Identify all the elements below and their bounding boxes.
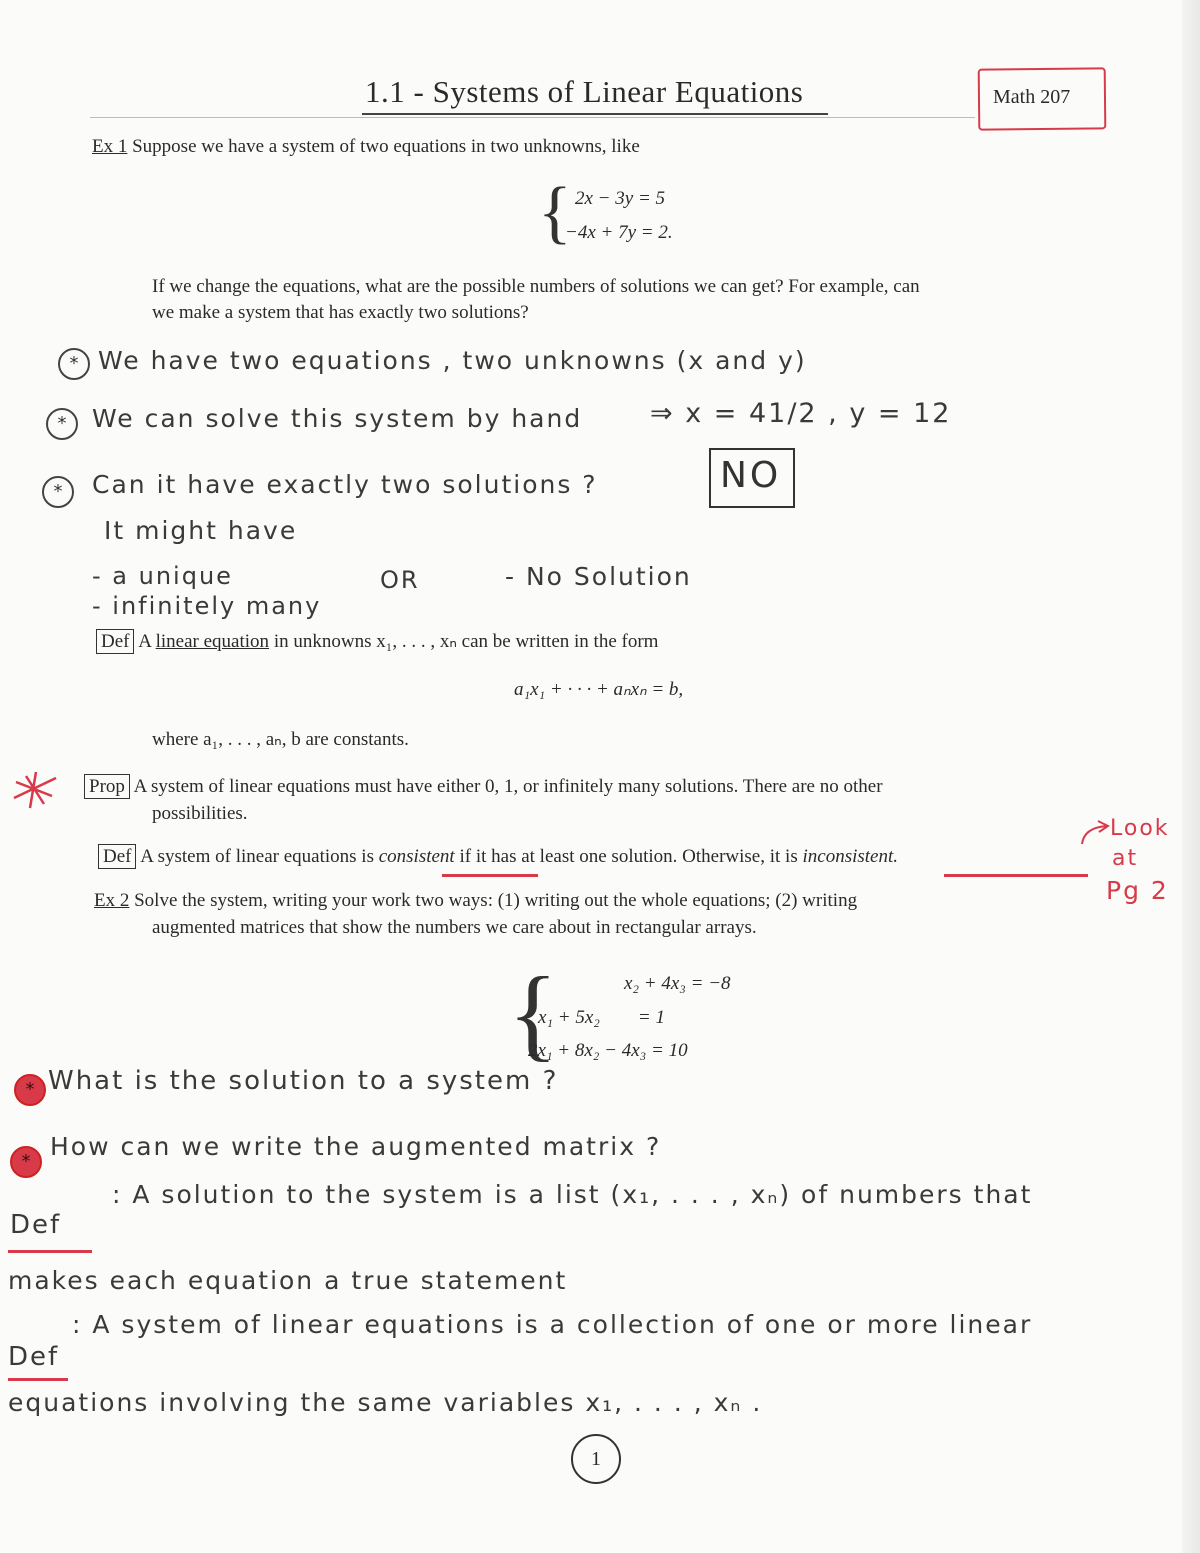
- def2-consistent: consistent: [378, 846, 455, 867]
- consistent-red-underline: [442, 874, 538, 877]
- ex2-eq3: 2x₁ + 8x₂ − 4x₃ = 10: [528, 1040, 688, 1061]
- note-line-5a: - a unique: [92, 562, 233, 590]
- inconsistent-red-underline: [944, 874, 1088, 877]
- ex1-eq1: 2x − 3y = 5: [575, 188, 666, 209]
- ex2-eq2: x₁ + 5x₂ = 1: [538, 1007, 665, 1028]
- note-bullet-red-2: [10, 1146, 42, 1178]
- note-bullet-red-1: [14, 1074, 46, 1106]
- def1-text-a: A: [138, 631, 151, 652]
- prop-line1: [84, 776, 883, 798]
- system-def-line1: : A system of linear equations is a collection of one or more linear: [72, 1310, 1033, 1339]
- ex2-eq1: x₂ + 4x₃ = −8: [624, 973, 731, 994]
- def2-text-a: A system of linear equations is: [140, 846, 374, 867]
- note-line-2-result: ⇒ x = 41/2 , y = 12: [650, 398, 952, 429]
- def2-inconsistent: inconsistent.: [802, 846, 899, 867]
- ex2-label: Ex 2: [94, 890, 130, 911]
- ex2-brace: {: [508, 956, 558, 1071]
- def1-paragraph: [96, 630, 658, 653]
- side-note-at: at: [1112, 846, 1139, 871]
- solution-def-line1: : A solution to the system is a list (x₁, . . . , xₙ) of numbers that: [112, 1180, 1033, 1209]
- note-line-3: Can it have exactly two solutions ?: [92, 470, 598, 499]
- def1-formula: a₁x₁ + · · · + aₙxₙ = b,: [514, 679, 684, 700]
- def-red-underline: [8, 1378, 68, 1381]
- header-rule: [90, 117, 975, 118]
- system-def-line2: equations involving the same variables x₁, . . . , xₙ .: [8, 1388, 763, 1417]
- note-line-1: We have two equations , two unknowns (x and y): [98, 346, 807, 375]
- solution-def-label: Def: [10, 1210, 62, 1240]
- prop-label: Prop: [84, 774, 130, 799]
- prop-text: A system of linear equations must have either 0, 1, or infinitely many solutions. There are no other: [133, 776, 883, 797]
- star-bullet-red-icon: *: [14, 1074, 46, 1106]
- note-line-6: - infinitely many: [92, 592, 322, 620]
- note-bullet-2: [46, 408, 78, 440]
- page-number: 1: [571, 1434, 621, 1484]
- def2-text-b: if it has at least one solution. Otherwise, it is: [459, 846, 798, 867]
- def2-paragraph: [98, 846, 898, 868]
- ex1-paragraph: [92, 136, 640, 158]
- star-bullet-icon: *: [42, 476, 74, 508]
- note-question-1: What is the solution to a system ?: [48, 1066, 559, 1096]
- scan-edge-shadow: [1182, 0, 1200, 1553]
- star-mark-icon: [6, 768, 62, 812]
- note-question-2: How can we write the augmented matrix ?: [50, 1132, 662, 1161]
- side-note-page: Pg 2: [1106, 876, 1169, 905]
- note-line-5c: - No Solution: [505, 562, 692, 591]
- def2-label: Def: [98, 844, 136, 869]
- ex1-question-line1: If we change the equations, what are the possible numbers of solutions we can get? For example, can: [152, 276, 920, 297]
- star-bullet-red-icon: *: [10, 1146, 42, 1178]
- ex2-text: Solve the system, writing your work two ways: (1) writing out the whole equations; (2) writing: [134, 890, 858, 911]
- side-note-look: Look: [1110, 816, 1170, 841]
- note-line-4: It might have: [104, 516, 298, 545]
- page-title: 1.1 - Systems of Linear Equations: [365, 74, 804, 109]
- def1-where: where a₁, . . . , aₙ, b are constants.: [152, 729, 409, 750]
- def-red-underline: [8, 1250, 92, 1253]
- def1-label: Def: [96, 629, 134, 654]
- course-label: Math 207: [993, 86, 1071, 108]
- star-bullet-icon: *: [46, 408, 78, 440]
- note-bullet-3: [42, 476, 74, 508]
- no-answer-text: NO: [720, 455, 782, 496]
- def1-term: linear equation: [155, 631, 270, 652]
- ex2-line2: augmented matrices that show the numbers we care about in rectangular arrays.: [152, 917, 757, 938]
- def1-text-b: in unknowns x₁, . . . , xₙ can be written in the form: [273, 631, 659, 652]
- ex1-text: Suppose we have a system of two equations in two unknowns, like: [132, 136, 640, 157]
- title-underline: [362, 113, 828, 115]
- ex1-brace: {: [538, 174, 572, 251]
- note-line-2: We can solve this system by hand: [92, 404, 583, 433]
- prop-line2: possibilities.: [152, 803, 248, 824]
- system-def-label: Def: [8, 1342, 60, 1372]
- solution-def-line2: makes each equation a true statement: [8, 1266, 568, 1295]
- ex1-eq2: −4x + 7y = 2.: [565, 222, 673, 243]
- ex2-line1: [94, 890, 1088, 912]
- star-bullet-icon: *: [58, 348, 90, 380]
- note-line-5b: OR: [380, 566, 420, 594]
- note-bullet-1: [58, 348, 90, 380]
- ex1-label: Ex 1: [92, 136, 128, 157]
- ex1-question-line2: we make a system that has exactly two solutions?: [152, 302, 529, 323]
